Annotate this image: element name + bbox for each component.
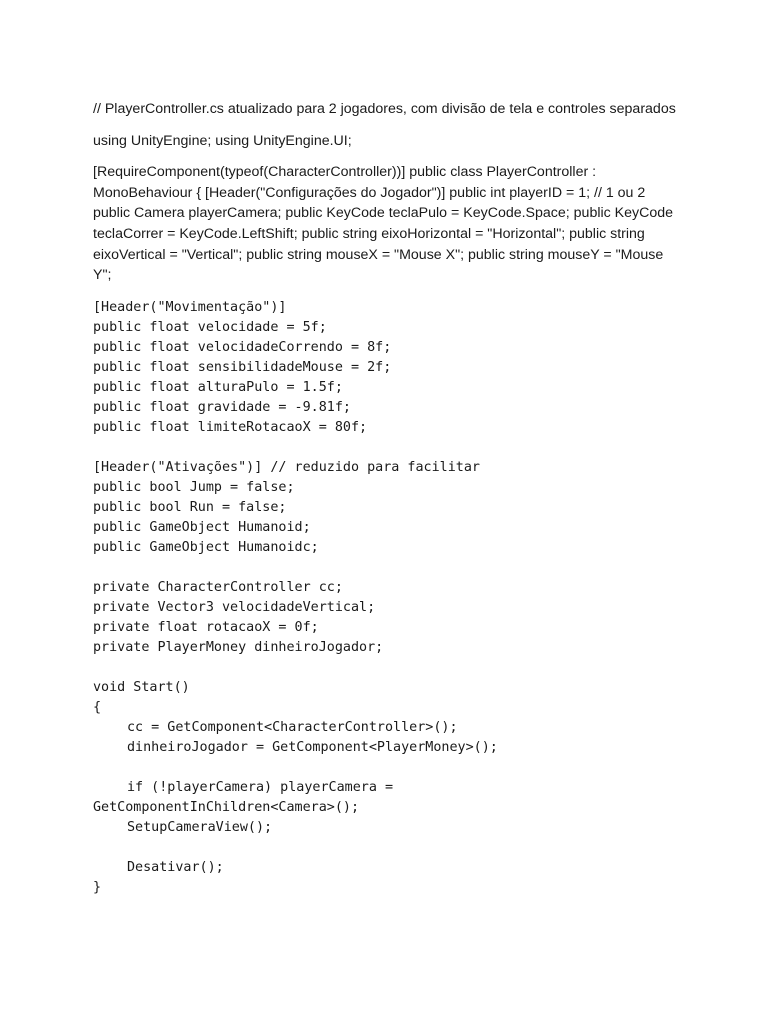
method-signature: void Start() (93, 679, 190, 695)
code-line: private PlayerMoney dinheiroJogador; (93, 639, 384, 655)
activation-fields-block (93, 458, 683, 558)
close-brace: } (93, 879, 102, 895)
code-line: [Header("Ativações")] // reduzido para facilitar (93, 459, 480, 475)
code-line: cc = GetComponent<CharacterController>(); (127, 719, 458, 735)
private-fields-block (93, 578, 683, 658)
code-line: public bool Run = false; (93, 499, 287, 515)
code-line: public bool Jump = false; (93, 479, 295, 495)
document-page (93, 99, 683, 918)
code-line: public float limiteRotacaoX = 80f; (93, 419, 368, 435)
code-line: public GameObject Humanoid; (93, 519, 311, 535)
movement-fields-block (93, 298, 683, 438)
code-line: public float velocidade = 5f; (93, 319, 327, 335)
code-line: dinheiroJogador = GetComponent<PlayerMoney>(); (127, 739, 498, 755)
code-line-wrapped: GetComponentInChildren<Camera>(); (93, 799, 360, 815)
open-brace: { (93, 699, 102, 715)
using-statements: using UnityEngine; using UnityEngine.UI; (93, 132, 352, 149)
start-method-block (93, 678, 683, 898)
code-line: public float velocidadeCorrendo = 8f; (93, 339, 392, 355)
code-line: public GameObject Humanoidc; (93, 539, 319, 555)
blank-line (93, 838, 683, 858)
class-declaration: [RequireComponent(typeof(CharacterController))] public class PlayerController : MonoBehaviour { [Header("Configurações do Jogador")] public int playerID = 1; // 1 ou 2 public Camera playerCamera; public KeyCode teclaPulo = KeyCode.Space; public KeyCode teclaCorrer = KeyCode.LeftShift; public string eixoHorizontal = "Horizontal"; public string eixoVertical = "Vertical"; public string mouseX = "Mouse X"; public string mouseY = "Mouse Y"; (93, 164, 674, 284)
code-line: public float gravidade = -9.81f; (93, 399, 351, 415)
header-comment: // PlayerController.cs atualizado para 2 jogadores, com divisão de tela e controles separados (93, 101, 676, 117)
code-line: if (!playerCamera) playerCamera = (127, 779, 394, 795)
code-line: private float rotacaoX = 0f; (93, 619, 319, 635)
code-line: public float sensibilidadeMouse = 2f; (93, 359, 392, 375)
blank-line (93, 758, 683, 778)
code-line: [Header("Movimentação")] (93, 299, 287, 315)
code-line: private CharacterController cc; (93, 579, 343, 595)
code-line: SetupCameraView(); (127, 819, 273, 835)
code-line: Desativar(); (127, 859, 224, 875)
code-line: private Vector3 velocidadeVertical; (93, 599, 376, 615)
code-line: public float alturaPulo = 1.5f; (93, 379, 343, 395)
